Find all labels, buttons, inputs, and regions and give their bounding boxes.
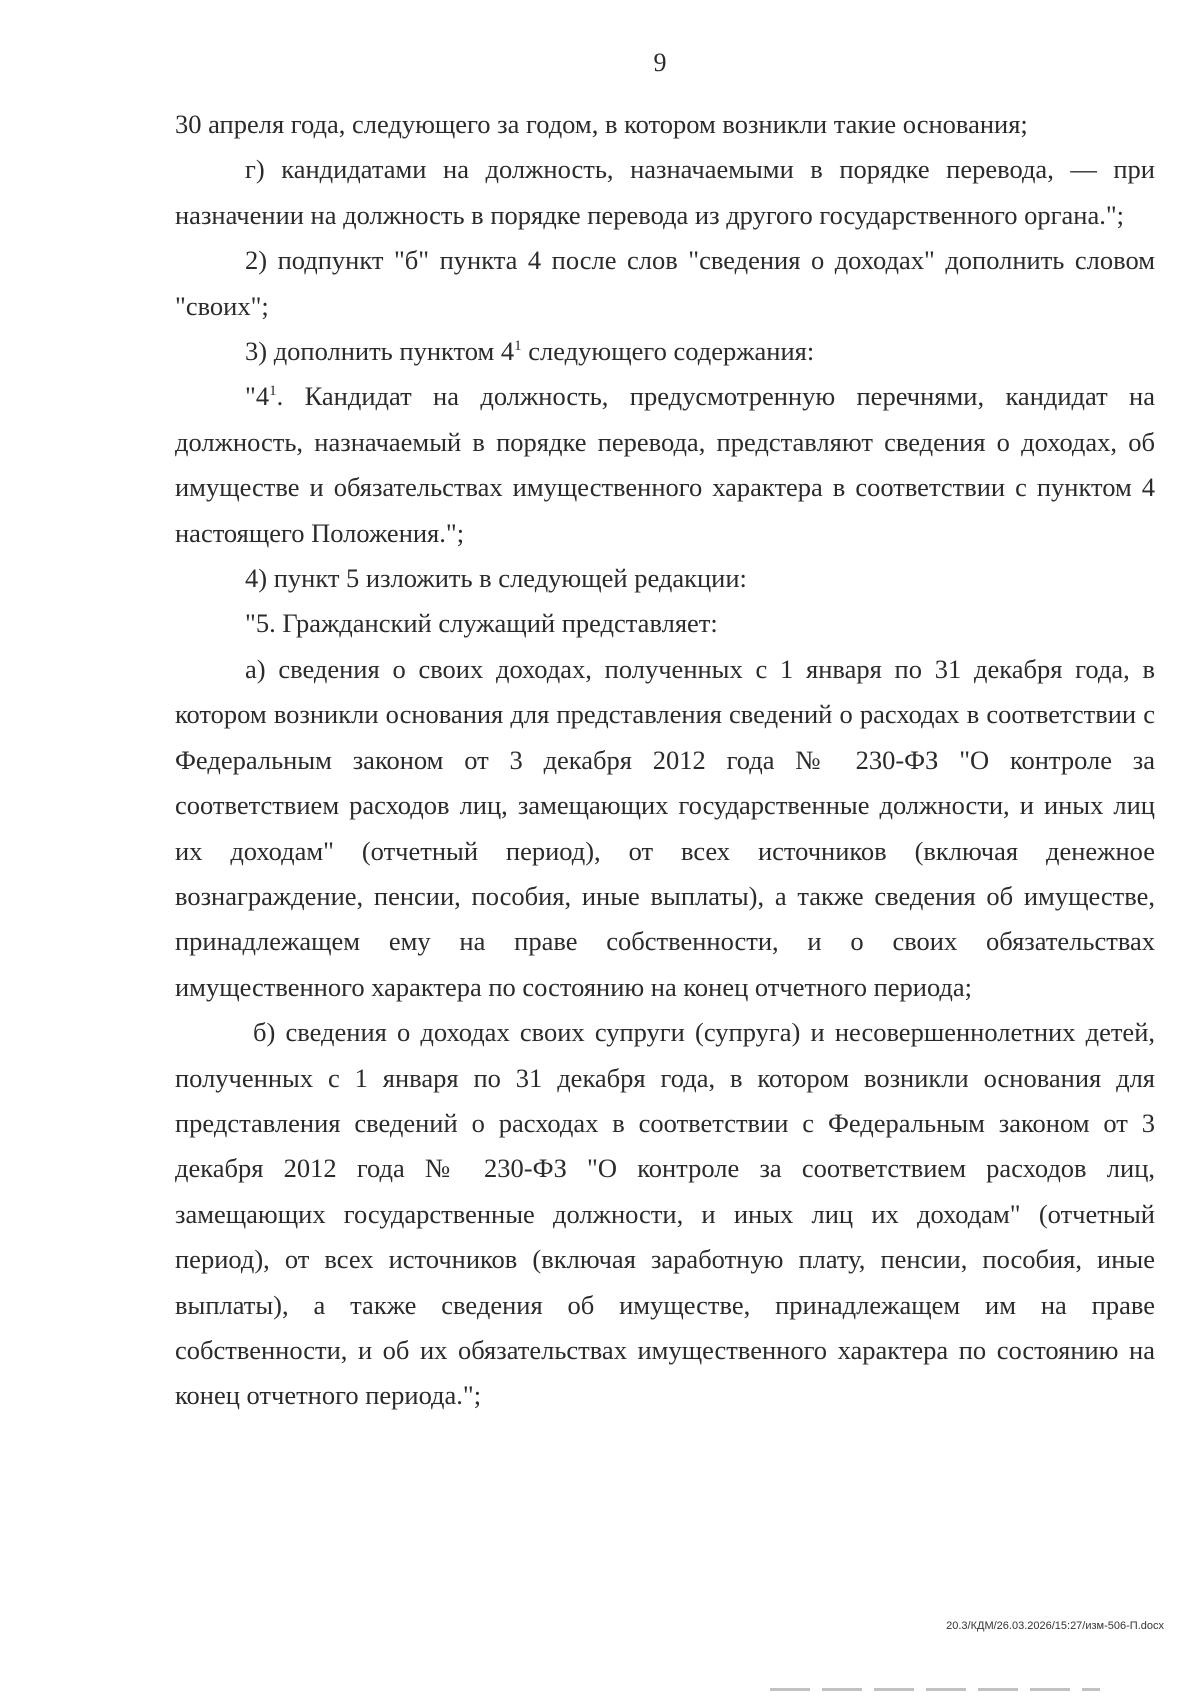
page-number: 9 — [653, 48, 667, 77]
paragraph-point-4-1 — [175, 374, 1155, 556]
superscript-one: 1 — [514, 338, 522, 355]
paragraph-item-b: б) сведения о доходах своих супруги (супруга) и несовершеннолетних детей, полученных с 1 января по 31 декабря года, в котором возникли основания для представления сведений о расходах в соответствии с Федеральным законом от 3 декабря 2012 года № 230-ФЗ "О контроле за соответствием расходов лиц, замещающих государственные должности, и иных лиц их доходам" (отчетный период), от всех источников (включая заработную плату, пенсии, пособия, иные выплаты), а также сведения об имуществе, принадлежащем им на праве собственности, и об их обязательствах имущественного характера по состоянию на конец отчетного периода."; — [175, 1017, 1155, 1411]
amendment-3-tail: следующего содержания: — [521, 336, 815, 367]
document-body — [175, 102, 1155, 1419]
paragraph-item-g: г) кандидатами на должность, назначаемыми в порядке перевода, — при назначении на должность в порядке перевода из другого государственного органа."; — [175, 154, 1155, 230]
paragraph-point-5: "5. Гражданский служащий представляет: — [245, 608, 718, 639]
scan-artifact-line — [770, 1688, 1100, 1691]
paragraph-item-a: а) сведения о своих доходах, полученных с 1 января по 31 декабря года, в котором возникли основания для представления сведений о расходах в соответствии с Федеральным законом от 3 декабря 2012 года № 230-ФЗ "О контроле за соответствием расходов лиц, замещающих государственные должности, и иных лиц их доходам" (отчетный период), от всех источников (включая денежное вознаграждение, пенсии, пособия, иные выплаты), а также сведения об имуществе, принадлежащем ему на праве собственности, и о своих обязательствах имущественного характера по состоянию на конец отчетного периода; — [175, 653, 1155, 1002]
paragraph-amendment-2: 2) подпункт "б" пункта 4 после слов "сведения о доходах" дополнить словом "своих"; — [175, 245, 1155, 321]
paragraph-amendment-3 — [175, 329, 1155, 374]
point-4-1-text: . Кандидат на должность, предусмотренную перечнями, кандидат на должность, назначаемый в порядке перевода, представляют сведения о доходах, об имуществе и обязательствах имущественного характера в соответствии с пунктом 4 настоящего Положения."; — [175, 381, 1155, 548]
paragraph-amendment-4: 4) пункт 5 изложить в следующей редакции: — [245, 563, 747, 594]
point-4-1-number: "4 — [245, 381, 270, 412]
superscript-one: 1 — [269, 383, 277, 400]
paragraph-continuation: 30 апреля года, следующего за годом, в котором возникли такие основания; — [175, 109, 1028, 139]
amendment-3-text: 3) дополнить пунктом 4 — [245, 336, 515, 367]
document-file-code: 20.3/КДМ/26.03.2026/15:27/изм-506-П.docx — [946, 1620, 1164, 1632]
